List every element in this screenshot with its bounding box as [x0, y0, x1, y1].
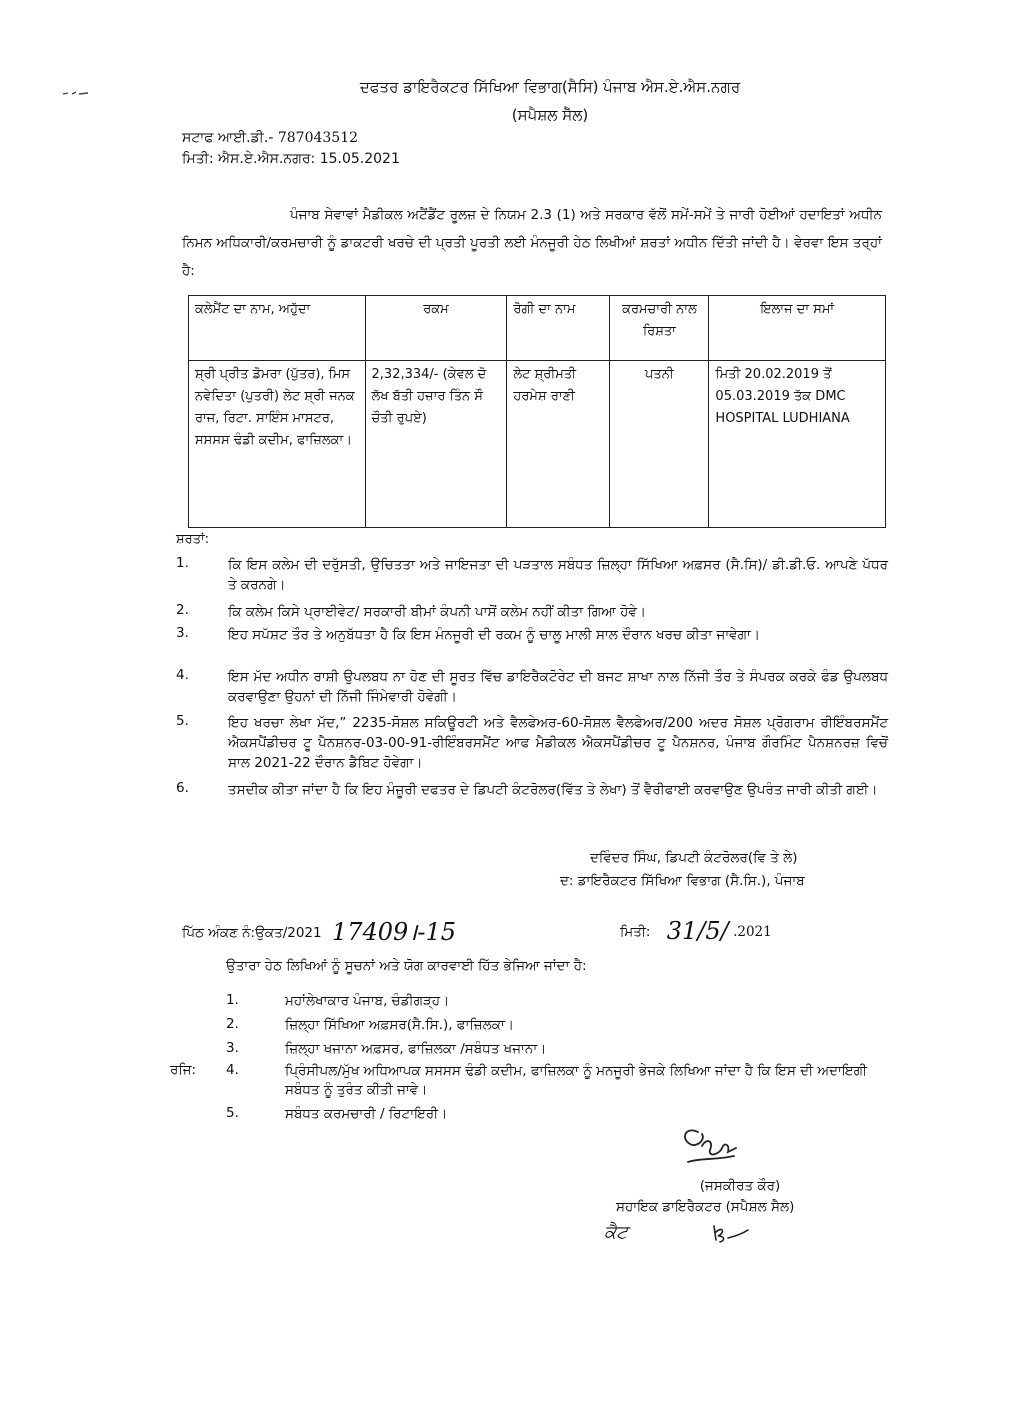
cc-text: ਪ੍ਰਿੰਸੀਪਲ/ਮੁੱਖ ਅਧਿਆਪਕ ਸਸਸਸ ਢੰਡੀ ਕਦੀਮ, ਫਾਜ਼ਿਲਕਾ ਨੂੰ ਮਨਜੂਰੀ ਭੇਜਕੇ ਲਿਖਿਆ ਜਾਂਦਾ ਹੈ ਕਿ ਇਸ ਦੀ ਅਦਾਇਗੀ ਸਬੰਧਤ ਨੂੰ ਤੁਰੰਤ ਕੀਤੀ ਜਾਵੇ। — [285, 1063, 868, 1098]
cc-number: 3. — [226, 1040, 239, 1056]
cc-intro: ਉਤਾਰਾ ਹੇਠ ਲਿਖਿਆਂ ਨੂੰ ਸੂਚਨਾਂ ਅਤੇ ਯੋਗ ਕਾਰਵਾਈ ਹਿੱਤ ਭੇਜਿਆ ਜਾਂਦਾ ਹੈ: — [226, 958, 587, 974]
claim-table — [188, 295, 886, 528]
signatory2-name: (ਜਸਕੀਰਤ ਕੌਰ) — [699, 1178, 781, 1194]
office-title: ਦਫਤਰ ਡਾਇਰੈਕਟਰ ਸਿੱਖਿਆ ਵਿਭਾਗ(ਸੈਸਿ) ਪੰਜਾਬ ਐਸ.ਏ.ਐਸ.ਨਗਰ — [359, 78, 741, 96]
condition-text: ਇਸ ਮੱਦ ਅਧੀਨ ਰਾਸ਼ੀ ਉਪਲਬਧ ਨਾ ਹੋਣ ਦੀ ਸੂਰਤ ਵਿੱਚ ਡਾਇਰੈਕਟੋਰੇਟ ਦੀ ਬਜਟ ਸ਼ਾਖਾ ਨਾਲ ਨਿੱਜੀ ਤੌਰ ਤੇ ਸੰਪਰਕ ਕਰਕੇ ਫੰਡ ਉਪਲਬਧ ਕਰਵਾਉਣਾ ਉਹਨਾਂ ਦੀ ਨਿੱਜੀ ਜਿੰਮੇਵਾਰੀ ਹੋਵੇਗੀ। — [228, 669, 888, 705]
cc-number: 4. — [226, 1062, 239, 1078]
condition-text: ਇਹ ਸਪੱਸ਼ਟ ਤੌਰ ਤੇ ਅਨੁਬੱਧਤਾ ਹੈ ਕਿ ਇਸ ਮੰਨਜੂਰੀ ਦੀ ਰਕਮ ਨੂੰ ਚਾਲੂ ਮਾਲੀ ਸਾਲ ਦੌਰਾਨ ਖਰਚ ਕੀਤਾ ਜਾਵੇਗਾ। — [228, 627, 760, 643]
cc-text: ਮਹਾਂਲੇਖਾਕਾਰ ਪੰਜਾਬ, ਚੰਡੀਗੜ੍ਹ। — [285, 993, 450, 1009]
endorsement-label: ਪਿੱਠ ਅੰਕਣ ਨੰ:ਉਕਤ/2021 — [182, 925, 322, 941]
cell-title: (ਸਪੈਸ਼ਲ ਸੈੱਲ) — [511, 106, 589, 124]
condition-text: ਕਿ ਕਲੇਮ ਕਿਸੇ ਪ੍ਰਾਈਵੇਟ/ ਸਰਕਾਰੀ ਬੀਮਾਂ ਕੰਪਨੀ ਪਾਸੋਂ ਕਲੇਮ ਨਹੀਂ ਕੀਤਾ ਗਿਆ ਹੋਵੇ। — [228, 604, 647, 620]
intro-paragraph: ਪੰਜਾਬ ਸੇਵਾਵਾਂ ਮੈਡੀਕਲ ਅਟੈਂਡੈਂਟ ਰੂਲਜ਼ ਦੇ ਨਿਯਮ 2.3 (1) ਅਤੇ ਸਰਕਾਰ ਵੱਲੋਂ ਸਮੇਂ-ਸਮੇਂ ਤੇ ਜਾਰੀ ਹੋਈਆਂ ਹਦਾਇਤਾਂ ਅਧੀਨ ਨਿਮਨ ਅਧਿਕਾਰੀ/ਕਰਮਚਾਰੀ ਨੂੰ ਡਾਕਟਰੀ ਖਰਚੇ ਦੀ ਪ੍ਰਤੀ ਪੂਰਤੀ ਲਈ ਮੰਨਜੂਰੀ ਹੇਠ ਲਿਖੀਆਂ ਸ਼ਰਤਾਂ ਅਧੀਨ ਦਿੱਤੀ ਜਾਂਦੀ ਹੈ। ਵੇਰਵਾ ਇਸ ਤਰ੍ਹਾਂ ਹੈ: — [182, 207, 882, 279]
signatory2-title: ਸਹਾਇਕ ਡਾਇਰੈਕਟਰ (ਸਪੈਸ਼ਲ ਸੈਲ) — [616, 1199, 795, 1215]
condition-number: 3. — [176, 625, 189, 641]
cc-number: 5. — [226, 1105, 239, 1121]
cc-reg-label: ਰਜਿ: — [170, 1062, 197, 1078]
initials: ਕੈਟ — [604, 1222, 628, 1243]
cc-number: 2. — [226, 1016, 239, 1032]
signatory1-for: ਦ: ਡਾਇਰੈਕਟਰ ਸਿੱਖਿਆ ਵਿਭਾਗ (ਸੈ.ਸਿ.), ਪੰਜਾਬ — [560, 873, 805, 889]
date-line: ਮਿਤੀ: ਐਸ.ਏ.ਐਸ.ਨਗਰ: 15.05.2021 — [182, 151, 400, 167]
condition-number: 4. — [176, 667, 189, 683]
cell-patient: ਲੇਟ ਸ਼੍ਰੀਮਤੀ ਹਰਮੇਸ਼ ਰਾਣੀ — [507, 361, 610, 528]
cell-treatment-period: ਮਿਤੀ 20.02.2019 ਤੋਂ 05.03.2019 ਤੱਕ DMC HOSPITAL LUDHIANA — [709, 361, 886, 528]
table-header-row — [189, 296, 886, 361]
staff-id-label: ਸਟਾਫ ਆਈ.ਡੀ.- — [182, 130, 274, 146]
condition-number: 5. — [176, 713, 189, 729]
condition-number: 1. — [176, 555, 189, 571]
condition-number: 2. — [176, 602, 189, 618]
initials-mark — [706, 1222, 750, 1246]
signatory1-name: ਦਵਿੰਦਰ ਸਿੰਘ, ਡਿਪਟੀ ਕੰਟਰੋਲਰ(ਵਿ ਤੇ ਲੇ) — [590, 850, 798, 866]
endorsement-date-handwritten: 31/5/ — [666, 917, 729, 945]
staff-id-value: 787043512 — [277, 130, 359, 146]
signature — [676, 1118, 756, 1174]
cc-number: 1. — [226, 992, 239, 1008]
col-header-amount: ਰਕਮ — [365, 296, 507, 361]
col-header-patient: ਰੋਗੀ ਦਾ ਨਾਮ — [507, 296, 610, 361]
condition-number: 6. — [176, 780, 189, 796]
cc-text: ਸਬੰਧਤ ਕਰਮਚਾਰੀ / ਰਿਟਾਇਰੀ। — [285, 1106, 448, 1122]
cell-relation: ਪਤਨੀ — [610, 361, 709, 528]
conditions-title: ਸ਼ਰਤਾਂ: — [176, 532, 210, 547]
endorsement-line — [182, 912, 456, 945]
cell-amount: 2,32,334/- (ਕੇਵਲ ਦੋ ਲੱਖ ਬੱਤੀ ਹਜ਼ਾਰ ਤਿੰਨ ਸੌ ਚੌਤੀ ਰੁਪਏ) — [365, 361, 507, 528]
condition-text: ਕਿ ਇਸ ਕਲੇਮ ਦੀ ਦਰੁੱਸਤੀ, ਉਚਿਤਤਾ ਅਤੇ ਜਾਇਜਤਾ ਦੀ ਪੜਤਾਲ ਸਬੰਧਤ ਜ਼ਿਲ੍ਹਾ ਸਿੱਖਿਆ ਅਫ਼ਸਰ (ਸੈ.ਸਿ)/ ਡੀ.ਡੀ.ਓ. ਆਪਣੇ ਪੱਧਰ ਤੇ ਕਰਨਗੇ। — [228, 557, 888, 593]
table-row — [189, 361, 886, 528]
condition-text: ਇਹ ਖਰਚਾ ਲੇਖਾ ਮੱਦ,” 2235-ਸੋਸ਼ਲ ਸਕਿਊਰਟੀ ਅਤੇ ਵੈਲਫੇਅਰ-60-ਸੋਸ਼ਲ ਵੈਲਫੇਅਰ/200 ਅਦਰ ਸੋਸ਼ਲ ਪ੍ਰੋਗਰਾਮ ਰੀਇੰਬਰਸਮੈਂਟ ਐਕਸਪੈਂਡੀਚਰ ਟੂ ਪੈਨਸ਼ਨਰ-03-00-91-ਰੀਇੰਬਰਸਮੈਂਟ ਆਫ ਮੈਡੀਕਲ ਐਕਸਪੈਂਡੀਚਰ ਟੂ ਪੈਨਸ਼ਨਰ, ਪੰਜਾਬ ਗੌਰਮਿੰਟ ਪੈਨਸ਼ਨਰਜ਼ ਵਿਚੋਂ ਸਾਲ 2021-22 ਦੌਰਾਨ ਡੈਬਿਟ ਹੋਵੇਗਾ। — [228, 715, 888, 771]
staff-id-line — [182, 130, 358, 146]
col-header-relation: ਕਰਮਚਾਰੀ ਨਾਲ ਰਿਸ਼ਤਾ — [610, 296, 709, 361]
endorsement-number: 17409।-15 — [331, 918, 457, 946]
endorsement-date-label: ਮਿਤੀ: — [620, 924, 651, 940]
endorsement-date — [620, 914, 772, 945]
col-header-treatment-period: ਇਲਾਜ ਦਾ ਸਮਾਂ — [709, 296, 886, 361]
col-header-claimant: ਕਲੇਮੈਂਟ ਦਾ ਨਾਮ, ਅਹੁੱਦਾ — [189, 296, 366, 361]
cc-text: ਜ਼ਿਲ੍ਹਾ ਖਜਾਨਾ ਅਫ਼ਸਰ, ਫਾਜ਼ਿਲਕਾ /ਸਬੰਧਤ ਖਜਾਨਾ। — [285, 1041, 547, 1057]
scan-mark — [62, 84, 90, 88]
cell-claimant: ਸ਼੍ਰੀ ਪ੍ਰੀਤ ਡੋਮਰਾ (ਪੁੱਤਰ), ਮਿਸ ਨਵੇਦਿਤਾ (ਪੁਤਰੀ) ਲੇਟ ਸ਼੍ਰੀ ਜਨਕ ਰਾਜ, ਰਿਟਾ. ਸਾਇੰਸ ਮਾਸਟਰ, ਸਸਸਸ ਢੰਡੀ ਕਦੀਮ, ਫਾਜ਼ਿਲਕਾ। — [189, 361, 366, 528]
condition-text: ਤਸਦੀਕ ਕੀਤਾ ਜਾਂਦਾ ਹੈ ਕਿ ਇਹ ਮੰਜ਼ੂਰੀ ਦਫਤਰ ਦੇ ਡਿਪਟੀ ਕੰਟਰੋਲਰ(ਵਿੱਤ ਤੇ ਲੇਖਾ) ਤੋਂ ਵੈਰੀਫਾਈ ਕਰਵਾਉਣ ਉਪਰੰਤ ਜਾਰੀ ਕੀਤੀ ਗਈ। — [228, 782, 878, 798]
cc-text: ਜ਼ਿਲ੍ਹਾ ਸਿੱਖਿਆ ਅਫ਼ਸਰ(ਸੈ.ਸਿ.), ਫਾਜ਼ਿਲਕਾ। — [285, 1017, 514, 1033]
endorsement-date-year: .2021 — [733, 924, 772, 940]
